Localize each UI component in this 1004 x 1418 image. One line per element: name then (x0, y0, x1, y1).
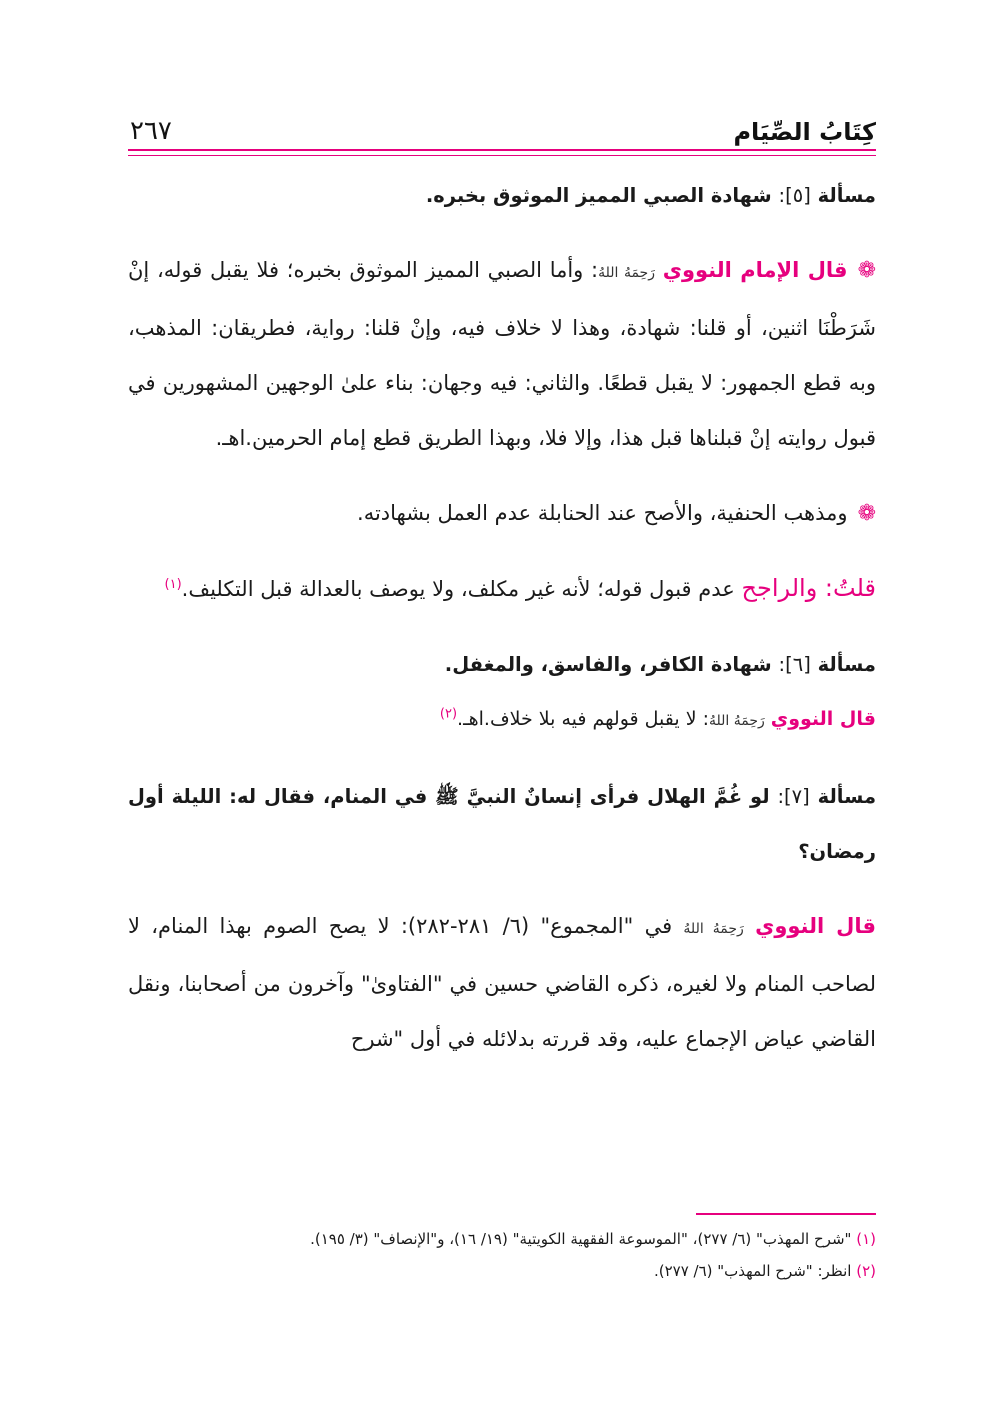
paragraph-text: عدم قبول قوله؛ لأنه غير مكلف، ولا يوصف بالعدالة قبل التكليف. (181, 577, 742, 601)
page-header (128, 112, 876, 150)
paragraph-text: في "المجموع" (٦/ ٢٨١-٢٨٢): لا يصح الصوم بهذا المنام، لا لصاحب المنام ولا لغيره، ذكره القاضي حسين في "الفتاوىٰ" وآخرون من أصحابنا، ونقل القاضي عياض الإجماع عليه، وقد قررته بدلائله في أول "شرح (128, 914, 876, 1051)
speaker-name: قال النووي (755, 914, 876, 938)
footnote-separator (696, 1213, 876, 1215)
issue-label: مسألة (817, 785, 877, 808)
issue-title-b: في المنام، فقال له: الليلة أول رمضان؟ (128, 785, 876, 863)
paragraph-preferred-view (128, 561, 876, 617)
paragraph-nawawi-2 (128, 692, 876, 749)
flower-ornament-icon: ❁ (857, 258, 876, 283)
speaker-name: قال النووي (770, 708, 876, 730)
footnote (128, 1223, 876, 1255)
issue-title: شهادة الكافر، والفاسق، والمغفل. (444, 653, 772, 676)
footnote-number: (٢) (856, 1262, 876, 1280)
header-rule-thin (128, 155, 876, 156)
salutation: ﷺ (435, 785, 459, 808)
issue-heading-5 (128, 168, 876, 223)
footnote-ref: (١) (164, 577, 182, 592)
issue-title: شهادة الصبي المميز الموثوق بخبره. (425, 184, 772, 207)
paragraph-text: : لا يقبل قولهم فيه بلا خلاف.اهـ. (457, 708, 709, 730)
issue-number: [٧]: (777, 785, 810, 808)
footnote-text: انظر: "شرح المهذب" (٦/ ٢٧٧). (653, 1262, 852, 1280)
issue-heading-6 (128, 637, 876, 692)
issue-heading-7 (128, 769, 876, 879)
honorific: رَحِمَهُ اللهُ (708, 713, 765, 729)
issue-label: مسألة (817, 653, 876, 676)
main-text (128, 168, 876, 1067)
speaker-name: قال الإمام النووي (662, 258, 848, 282)
footnote-ref: (٢) (439, 706, 458, 722)
preferred-lead: قلتُ: والراجح (741, 574, 876, 602)
issue-label: مسألة (817, 184, 876, 207)
page-number: ٢٦٧ (130, 116, 172, 146)
honorific: رَحِمَهُ اللهُ (598, 265, 655, 281)
footnote (128, 1255, 876, 1287)
footnote-text: "شرح المهذب" (٦/ ٢٧٧)، "الموسوعة الفقهية الكويتية" (١٩/ ١٦)، و"الإنصاف" (٣/ ١٩٥). (310, 1230, 852, 1248)
issue-number: [٥]: (778, 184, 811, 207)
book-title: كِتَابُ الصِّيَام (733, 118, 876, 146)
paragraph-text: ومذهب الحنفية، والأصح عند الحنابلة عدم العمل بشهادته. (357, 501, 848, 525)
flower-ornament-icon: ❁ (857, 501, 876, 526)
header-rule-thick (128, 149, 876, 151)
paragraph-text: : وأما الصبي المميز الموثوق بخبره؛ فلا يقبل قوله، إنْ شَرَطْنَا اثنين، أو قلنا: شهادة، وهذا لا خلاف فيه، وإنْ قلنا: رواية، فطريقان: المذهب، وبه قطع الجمهور: لا يقبل قطعًا. والثاني: فيه وجهان: بناء علىٰ الوجهين المشهورين في قبول روايته إنْ قبلناها قبل هذا، وإلا فلا، وبهذا الطريق قطع إمام الحرمين.اهـ. (128, 258, 876, 450)
paragraph-nawawi-3 (128, 899, 876, 1067)
issue-title-a: لو غُمَّ الهلال فرأى إنسانٌ النبيَّ (466, 785, 770, 808)
paragraph-hanafi (128, 486, 876, 541)
footnote-number: (١) (856, 1230, 876, 1248)
paragraph-nawawi-1 (128, 243, 876, 466)
footnotes (128, 1223, 876, 1287)
honorific: رَحِمَهُ اللهُ (683, 921, 744, 937)
issue-number: [٦]: (778, 653, 811, 676)
